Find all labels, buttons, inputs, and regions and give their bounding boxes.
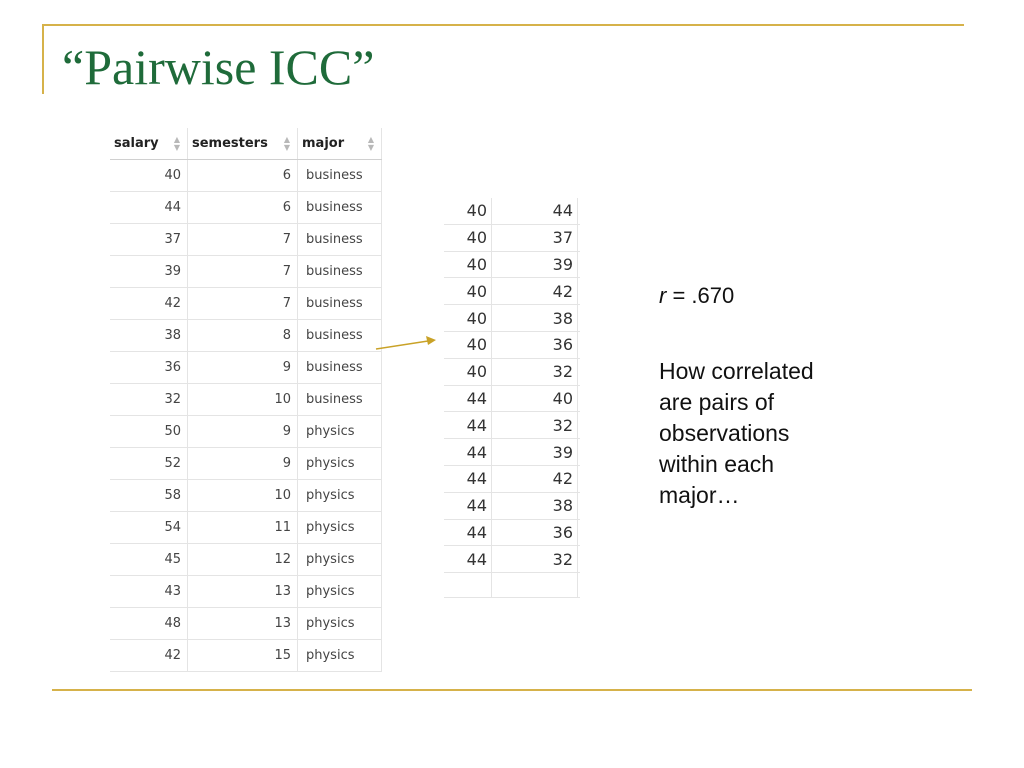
table-row[interactable] bbox=[110, 320, 382, 352]
cell-salary: 52 bbox=[110, 448, 188, 479]
top-rule bbox=[42, 24, 964, 26]
cell-salary: 40 bbox=[110, 160, 188, 191]
pair-cell-first: 40 bbox=[444, 359, 492, 385]
cell-salary: 54 bbox=[110, 512, 188, 543]
cell-major: business bbox=[298, 192, 382, 223]
pair-row bbox=[444, 305, 580, 332]
pair-cell-second: 32 bbox=[492, 412, 578, 438]
cell-major: business bbox=[298, 224, 382, 255]
cell-salary: 38 bbox=[110, 320, 188, 351]
r-symbol: r bbox=[659, 283, 667, 308]
pair-cell-first: 44 bbox=[444, 466, 492, 492]
column-header-major[interactable] bbox=[298, 128, 382, 159]
table-row[interactable] bbox=[110, 480, 382, 512]
cell-major: business bbox=[298, 288, 382, 319]
table-row[interactable] bbox=[110, 352, 382, 384]
pair-cell-first: 44 bbox=[444, 412, 492, 438]
pair-cell-first: 40 bbox=[444, 252, 492, 278]
table-row[interactable] bbox=[110, 384, 382, 416]
pair-row bbox=[444, 332, 580, 359]
pair-row bbox=[444, 439, 580, 466]
cell-major: physics bbox=[298, 448, 382, 479]
pair-cell-first: 44 bbox=[444, 386, 492, 412]
pair-row bbox=[444, 278, 580, 305]
pair-cell-second: 39 bbox=[492, 252, 578, 278]
cell-salary: 45 bbox=[110, 544, 188, 575]
cell-semesters: 15 bbox=[188, 640, 298, 671]
cell-major: physics bbox=[298, 576, 382, 607]
cell-major: physics bbox=[298, 480, 382, 511]
pair-row bbox=[444, 359, 580, 386]
cell-major: business bbox=[298, 352, 382, 383]
pair-row bbox=[444, 386, 580, 413]
pairs-body bbox=[444, 198, 580, 573]
cell-semesters: 9 bbox=[188, 352, 298, 383]
cell-salary: 36 bbox=[110, 352, 188, 383]
cell-salary: 42 bbox=[110, 288, 188, 319]
sort-arrows-icon[interactable]: ▲ ▼ bbox=[173, 134, 181, 152]
cell-semesters: 7 bbox=[188, 256, 298, 287]
pair-cell-first: 40 bbox=[444, 225, 492, 251]
cell-salary: 42 bbox=[110, 640, 188, 671]
explanation-line: within each bbox=[659, 451, 775, 477]
cell-semesters: 12 bbox=[188, 544, 298, 575]
pair-cell-second: 38 bbox=[492, 305, 578, 331]
table-row[interactable] bbox=[110, 608, 382, 640]
pair-cell-first: 40 bbox=[444, 278, 492, 304]
pair-cell-second: 38 bbox=[492, 493, 578, 519]
cell-major: physics bbox=[298, 512, 382, 543]
cell-major: physics bbox=[298, 640, 382, 671]
data-grid bbox=[110, 128, 382, 672]
cell-semesters: 9 bbox=[188, 448, 298, 479]
pair-cell-first: 44 bbox=[444, 520, 492, 546]
column-header-semesters[interactable] bbox=[188, 128, 298, 159]
bottom-rule bbox=[52, 689, 972, 691]
explanation-line: observations bbox=[659, 420, 790, 446]
cell-semesters: 6 bbox=[188, 160, 298, 191]
cell-major: business bbox=[298, 160, 382, 191]
cell-salary: 37 bbox=[110, 224, 188, 255]
pair-row bbox=[444, 493, 580, 520]
sort-arrows-icon[interactable]: ▲ ▼ bbox=[367, 134, 375, 152]
table-row[interactable] bbox=[110, 448, 382, 480]
pair-cell-first: 40 bbox=[444, 305, 492, 331]
explanation-text bbox=[659, 356, 879, 511]
pair-cell-first: 44 bbox=[444, 546, 492, 572]
cell-major: business bbox=[298, 256, 382, 287]
sort-arrows-icon[interactable]: ▲ ▼ bbox=[283, 134, 291, 152]
table-row[interactable] bbox=[110, 160, 382, 192]
pair-cell-second: 44 bbox=[492, 198, 578, 224]
cell-semesters: 13 bbox=[188, 576, 298, 607]
cell-major: physics bbox=[298, 416, 382, 447]
cell-major: business bbox=[298, 384, 382, 415]
table-row[interactable] bbox=[110, 576, 382, 608]
table-row[interactable] bbox=[110, 192, 382, 224]
correlation-value bbox=[659, 283, 734, 309]
cell-salary: 48 bbox=[110, 608, 188, 639]
cell-semesters: 8 bbox=[188, 320, 298, 351]
cell-salary: 44 bbox=[110, 192, 188, 223]
pair-cell-first: 40 bbox=[444, 332, 492, 358]
pairs-table bbox=[444, 198, 580, 598]
cell-major: business bbox=[298, 320, 382, 351]
pair-row bbox=[444, 412, 580, 439]
pair-cell-second: 32 bbox=[492, 546, 578, 572]
column-header-label: semesters bbox=[192, 136, 268, 151]
explanation-line: are pairs of bbox=[659, 389, 775, 415]
pair-cell-empty bbox=[444, 573, 492, 597]
table-row[interactable] bbox=[110, 512, 382, 544]
pair-cell-first: 40 bbox=[444, 198, 492, 224]
pair-cell-second: 32 bbox=[492, 359, 578, 385]
table-row[interactable] bbox=[110, 640, 382, 672]
pair-row bbox=[444, 252, 580, 279]
pair-row bbox=[444, 466, 580, 493]
cell-semesters: 10 bbox=[188, 384, 298, 415]
pair-cell-second: 37 bbox=[492, 225, 578, 251]
cell-salary: 39 bbox=[110, 256, 188, 287]
pair-cell-second: 39 bbox=[492, 439, 578, 465]
column-header-label: major bbox=[302, 136, 345, 151]
pair-row bbox=[444, 198, 580, 225]
slide-title: “Pairwise ICC” bbox=[62, 39, 375, 95]
explanation-line: How correlated bbox=[659, 358, 814, 384]
table-row[interactable] bbox=[110, 224, 382, 256]
pair-cell-empty bbox=[492, 573, 578, 597]
column-header-label: salary bbox=[114, 136, 159, 151]
pair-cell-second: 42 bbox=[492, 278, 578, 304]
cell-salary: 32 bbox=[110, 384, 188, 415]
cell-major: physics bbox=[298, 544, 382, 575]
grid-header bbox=[110, 128, 382, 160]
table-row[interactable] bbox=[110, 288, 382, 320]
cell-semesters: 7 bbox=[188, 288, 298, 319]
r-value: = .670 bbox=[666, 283, 735, 308]
cell-semesters: 6 bbox=[188, 192, 298, 223]
cell-salary: 58 bbox=[110, 480, 188, 511]
pair-row bbox=[444, 225, 580, 252]
cell-semesters: 10 bbox=[188, 480, 298, 511]
table-row[interactable] bbox=[110, 416, 382, 448]
pair-cell-first: 44 bbox=[444, 439, 492, 465]
pair-cell-second: 40 bbox=[492, 386, 578, 412]
cell-major: physics bbox=[298, 608, 382, 639]
column-header-salary[interactable] bbox=[110, 128, 188, 159]
explanation-line: major… bbox=[659, 482, 740, 508]
grid-body bbox=[110, 160, 382, 672]
cell-semesters: 7 bbox=[188, 224, 298, 255]
pair-cell-second: 42 bbox=[492, 466, 578, 492]
pair-row bbox=[444, 520, 580, 547]
pair-cell-second: 36 bbox=[492, 332, 578, 358]
pairs-empty-row bbox=[444, 573, 580, 598]
table-row[interactable] bbox=[110, 256, 382, 288]
cell-salary: 50 bbox=[110, 416, 188, 447]
cell-semesters: 11 bbox=[188, 512, 298, 543]
left-rule bbox=[42, 24, 44, 94]
cell-semesters: 9 bbox=[188, 416, 298, 447]
cell-salary: 43 bbox=[110, 576, 188, 607]
pair-cell-second: 36 bbox=[492, 520, 578, 546]
table-row[interactable] bbox=[110, 544, 382, 576]
cell-semesters: 13 bbox=[188, 608, 298, 639]
pair-cell-first: 44 bbox=[444, 493, 492, 519]
pair-row bbox=[444, 546, 580, 573]
